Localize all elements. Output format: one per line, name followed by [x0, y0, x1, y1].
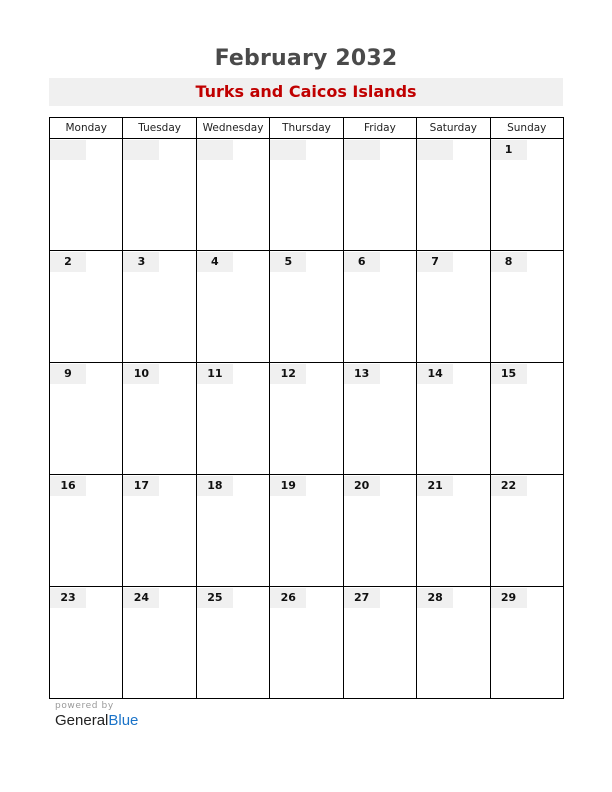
- calendar-day-cell[interactable]: [50, 363, 123, 475]
- day-number: 20: [344, 476, 380, 496]
- calendar-day-cell[interactable]: [417, 363, 490, 475]
- day-number: 23: [50, 588, 86, 608]
- calendar-day-cell[interactable]: [123, 363, 196, 475]
- calendar-day-cell[interactable]: [270, 363, 343, 475]
- day-number: [50, 140, 86, 160]
- day-number: 27: [344, 588, 380, 608]
- weekday-header: Tuesday: [123, 118, 196, 139]
- day-number: 13: [344, 364, 380, 384]
- brand-blue: Blue: [108, 712, 139, 729]
- day-number: 8: [491, 252, 527, 272]
- calendar-week-row: [50, 139, 564, 251]
- calendar-day-cell[interactable]: [123, 587, 196, 699]
- calendar-week-row: [50, 475, 564, 587]
- calendar-day-cell[interactable]: [417, 251, 490, 363]
- calendar-day-cell[interactable]: [270, 139, 343, 251]
- day-number: 19: [270, 476, 306, 496]
- calendar-day-cell[interactable]: [343, 587, 416, 699]
- weekday-header: Wednesday: [196, 118, 269, 139]
- day-number: 6: [344, 252, 380, 272]
- calendar-day-cell[interactable]: [343, 251, 416, 363]
- calendar-day-cell[interactable]: [270, 587, 343, 699]
- day-number: 4: [197, 252, 233, 272]
- day-number: 15: [491, 364, 527, 384]
- calendar-day-cell[interactable]: [123, 475, 196, 587]
- calendar-day-cell[interactable]: [490, 363, 563, 475]
- day-number: 22: [491, 476, 527, 496]
- brand-logo[interactable]: [55, 712, 138, 729]
- calendar-day-cell[interactable]: [123, 251, 196, 363]
- day-number: 7: [417, 252, 453, 272]
- calendar-day-cell[interactable]: [270, 251, 343, 363]
- calendar-day-cell[interactable]: [417, 475, 490, 587]
- day-number: [123, 140, 159, 160]
- calendar-day-cell[interactable]: [490, 587, 563, 699]
- calendar-day-cell[interactable]: [490, 139, 563, 251]
- day-number: 14: [417, 364, 453, 384]
- calendar-day-cell[interactable]: [50, 475, 123, 587]
- calendar-day-cell[interactable]: [196, 139, 269, 251]
- calendar-day-cell[interactable]: [50, 251, 123, 363]
- powered-by-label: powered by: [55, 701, 114, 711]
- calendar-body: [50, 139, 564, 699]
- day-number: 24: [123, 588, 159, 608]
- calendar-day-cell[interactable]: [196, 587, 269, 699]
- day-number: 2: [50, 252, 86, 272]
- weekday-header: Friday: [343, 118, 416, 139]
- weekday-header: Monday: [50, 118, 123, 139]
- subtitle-bar: [49, 78, 563, 106]
- day-number: 16: [50, 476, 86, 496]
- calendar-day-cell[interactable]: [196, 363, 269, 475]
- day-number: 26: [270, 588, 306, 608]
- weekday-header-row: [50, 118, 564, 139]
- day-number: 11: [197, 364, 233, 384]
- day-number: [417, 140, 453, 160]
- calendar-week-row: [50, 251, 564, 363]
- day-number: [344, 140, 380, 160]
- calendar-day-cell[interactable]: [50, 587, 123, 699]
- day-number: 3: [123, 252, 159, 272]
- day-number: 12: [270, 364, 306, 384]
- day-number: [197, 140, 233, 160]
- calendar-day-cell[interactable]: [417, 139, 490, 251]
- calendar-day-cell[interactable]: [270, 475, 343, 587]
- calendar-day-cell[interactable]: [50, 139, 123, 251]
- day-number: 17: [123, 476, 159, 496]
- day-number: 29: [491, 588, 527, 608]
- day-number: 9: [50, 364, 86, 384]
- day-number: 10: [123, 364, 159, 384]
- brand-general: General: [55, 712, 109, 729]
- day-number: 5: [270, 252, 306, 272]
- calendar-day-cell[interactable]: [417, 587, 490, 699]
- day-number: [270, 140, 306, 160]
- weekday-header: Saturday: [417, 118, 490, 139]
- day-number: 21: [417, 476, 453, 496]
- calendar-grid: [49, 117, 564, 699]
- day-number: 1: [491, 140, 527, 160]
- region-name: Turks and Caicos Islands: [195, 82, 417, 101]
- calendar-day-cell[interactable]: [123, 139, 196, 251]
- calendar-day-cell[interactable]: [343, 475, 416, 587]
- weekday-header: Thursday: [270, 118, 343, 139]
- footer: [55, 701, 138, 729]
- calendar-week-row: [50, 363, 564, 475]
- calendar-day-cell[interactable]: [343, 139, 416, 251]
- calendar-day-cell[interactable]: [196, 475, 269, 587]
- page-title: February 2032: [214, 46, 398, 71]
- day-number: 25: [197, 588, 233, 608]
- weekday-header: Sunday: [490, 118, 563, 139]
- calendar-day-cell[interactable]: [490, 475, 563, 587]
- calendar-day-cell[interactable]: [490, 251, 563, 363]
- calendar-week-row: [50, 587, 564, 699]
- day-number: 18: [197, 476, 233, 496]
- calendar-day-cell[interactable]: [343, 363, 416, 475]
- calendar-day-cell[interactable]: [196, 251, 269, 363]
- day-number: 28: [417, 588, 453, 608]
